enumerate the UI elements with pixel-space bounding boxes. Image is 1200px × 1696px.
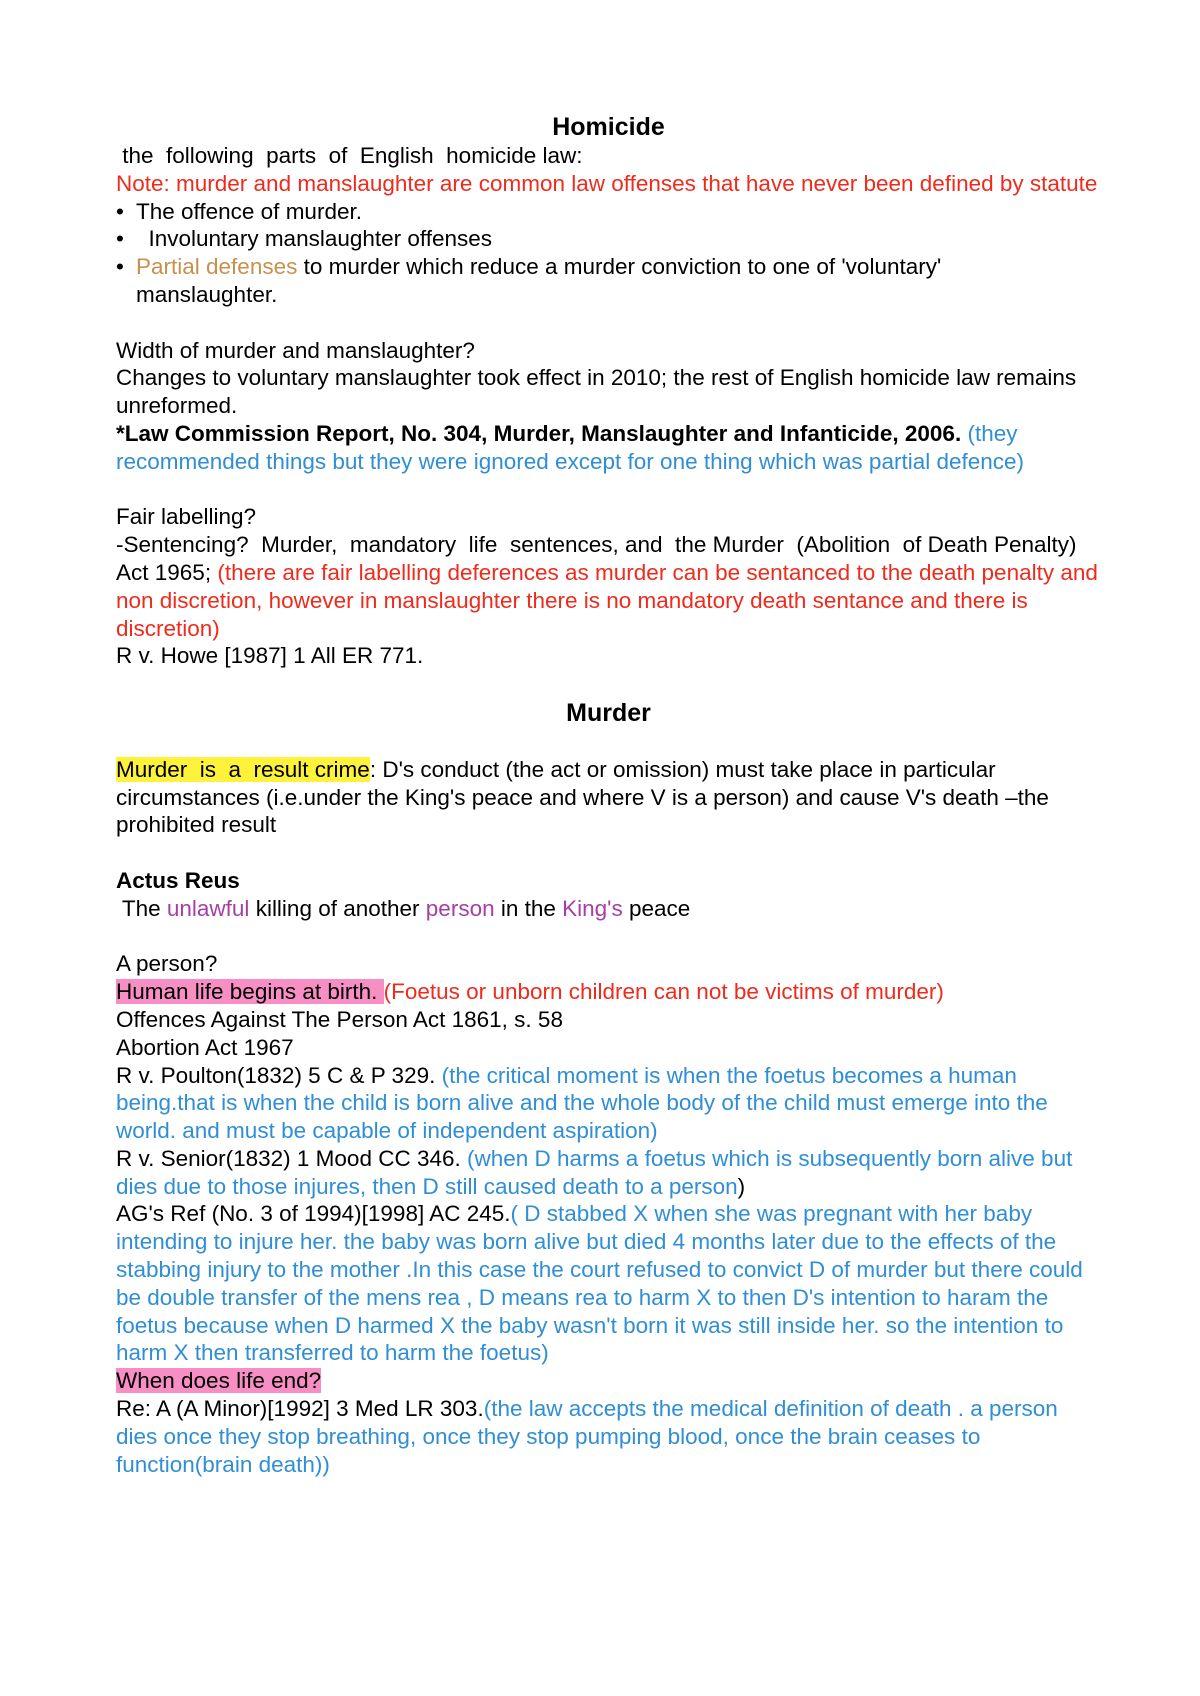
murder-heading: Murder xyxy=(566,698,651,727)
fair-labelling-question: Fair labelling? xyxy=(116,504,257,530)
bullet-dot: • xyxy=(116,226,124,252)
minor-paragraph xyxy=(116,1395,1101,1478)
ar-unlawful: unlawful xyxy=(166,895,250,921)
bullet-involuntary xyxy=(116,225,1101,253)
ag-ref-note: ( D stabbed X when she was pregnant with her baby intending to injure her. the baby was born alive but died 4 months later due to the effects of the stabbing injury to the mother .In this case the court refused to convict D of murder but there could be double transfer of the mens rea , D means rea to harm X to then D's intention to haram the foetus because when D harmed X the baby wasn't born it was still inside her. so the intention to harm X then transferred to harm the foetus) xyxy=(116,1201,1083,1366)
ar-part: peace xyxy=(622,895,691,921)
result-crime-paragraph xyxy=(116,756,1101,839)
howe-case: R v. Howe [1987] 1 All ER 771. xyxy=(116,643,424,669)
law-commission-paragraph xyxy=(116,420,1101,476)
a-person-question: A person? xyxy=(116,951,218,977)
ag-ref-paragraph xyxy=(116,1200,1101,1367)
partial-defenses-rest: to murder which reduce a murder conviction to one of 'voluntary' manslaughter. xyxy=(136,254,942,307)
bullet-murder xyxy=(116,198,1101,226)
life-begins-line xyxy=(116,978,1101,1006)
sentencing-text: -Sentencing? Murder, mandatory life sentences, and the Murder (Abolition of Death Penalty) Act 1965; xyxy=(116,532,1082,585)
bullet-text xyxy=(136,253,1086,309)
senior-paragraph xyxy=(116,1145,1101,1201)
life-end-line xyxy=(116,1367,1101,1395)
partial-defenses-term: Partial defenses xyxy=(136,254,298,280)
statute-note: Note: murder and manslaughter are common law offenses that have never been defined by statute xyxy=(116,170,1098,196)
sentencing-note: (there are fair labelling deferences as murder can be sentanced to the death penalty and non discretion, however in manslaughter there is no mandatory death sentance and there is discretion) xyxy=(116,559,1098,641)
document-page xyxy=(116,112,1101,1478)
minor-case: Re: A (A Minor)[1992] 3 Med LR 303. xyxy=(116,1396,484,1422)
life-end-highlight: When does life end? xyxy=(116,1368,322,1394)
changes-text: Changes to voluntary manslaughter took effect in 2010; the rest of English homicide law remains unreformed. xyxy=(116,365,1077,419)
result-crime-text: : D's conduct (the act or omission) must take place in particular circumstances (i.e.under the King's peace and where V is a person) and cause V's death –the prohibited result xyxy=(116,756,1049,838)
ag-ref-case: AG's Ref (No. 3 of 1994)[1998] AC 245. xyxy=(116,1201,511,1227)
life-begins-note: (Foetus or unborn children can not be victims of murder) xyxy=(383,979,944,1005)
actus-reus-definition xyxy=(116,895,1101,923)
ar-kings: King's xyxy=(562,895,623,921)
ar-part: killing of another xyxy=(249,895,426,921)
bullet-dot: • xyxy=(116,198,124,224)
homicide-heading: Homicide xyxy=(552,113,665,141)
ar-part: in the xyxy=(494,895,563,921)
bullet-text: Involuntary manslaughter offenses xyxy=(136,226,493,252)
abortion-act: Abortion Act 1967 xyxy=(116,1034,294,1060)
senior-close: ) xyxy=(737,1173,746,1199)
bullet-dot: • xyxy=(116,254,124,280)
bullet-text: The offence of murder. xyxy=(136,198,362,224)
sentencing-paragraph xyxy=(116,531,1101,642)
result-crime-highlight: Murder is a result crime xyxy=(116,756,370,782)
actus-reus-heading: Actus Reus xyxy=(116,867,240,893)
senior-note: (when D harms a foetus which is subsequently born alive but dies due to those injures, then D still caused death to a person xyxy=(116,1145,1073,1199)
senior-case: R v. Senior(1832) 1 Mood CC 346. xyxy=(116,1145,468,1171)
ar-part: The xyxy=(116,895,167,921)
width-question: Width of murder and manslaughter? xyxy=(116,337,475,363)
poulton-paragraph xyxy=(116,1062,1101,1145)
life-begins-highlight: Human life begins at birth. xyxy=(116,979,384,1005)
poulton-case: R v. Poulton(1832) 5 C & P 329. xyxy=(116,1062,442,1088)
bullet-partial-defenses xyxy=(116,253,1101,309)
poulton-note: (the critical moment is when the foetus becomes a human being.that is when the child is born alive and the whole body of the child must emerge into the world. and must be capable of independent aspiration) xyxy=(116,1062,1048,1144)
oapa-statute: Offences Against The Person Act 1861, s. 58 xyxy=(116,1006,563,1032)
intro-line: the following parts of English homicide law: xyxy=(116,143,583,168)
ar-person: person xyxy=(425,895,495,921)
minor-note: (the law accepts the medical definition of death . a person dies once they stop breathing, once they stop pumping blood, once the brain ceases to function(brain death)) xyxy=(116,1396,1058,1477)
law-commission-report: *Law Commission Report, No. 304, Murder, Manslaughter and Infanticide, 2006. xyxy=(116,420,962,446)
law-commission-note: (they recommended things but they were ignored except for one thing which was partial defence) xyxy=(116,420,1025,474)
